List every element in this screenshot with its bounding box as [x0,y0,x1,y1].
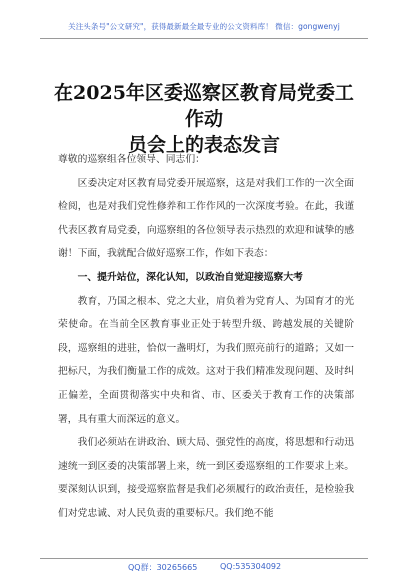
salutation: 尊敬的巡察组各位领导、同志们： [58,154,205,165]
footer-divider [40,558,368,559]
title-line-1: 在2025年区委巡察区教育局党委工作动 [54,82,354,130]
header-banner: 关注头条号"公文研究"，获得最新最全最专业的公文资料库！ 微信：gongwenyj [68,22,340,31]
footer-qq-group: QQ群：30265665 [128,563,198,572]
section-heading-1: 一、提升站位，深化认知，以政治自觉迎接巡察大考 [77,271,303,283]
paragraph-2: 教育，乃国之根本、党之大业，肩负着为党育人、为国育才的光荣使命。在当前全区教育事业正处于转型升级、跨越发展的关键阶段，巡察组的进驻，恰似一盏明灯，为我们照亮前行的道路；又如一把标尺，为我们衡量工作的成效。这对于我们精准发现问题、及时纠正偏差，全面贯彻落实中央和省、市、区委关于教育工作的决策部署，具有重大而深远的意义。 [58,295,354,425]
header-divider [40,38,368,39]
document-title [50,80,358,158]
title-line-2: 员会上的表态发言 [127,134,280,156]
footer-qq-contact: QQ:535304092 [220,562,282,571]
paragraph-3: 我们必须站在讲政治、顾大局、强党性的高度，将思想和行动迅速统一到区委的决策部署上来，统一到区委巡察组的工作要求上来。要深刻认识到，接受巡察监督是我们必须履行的政治责任，是检验我们对党忠诚、对人民负责的重要标尺。我们绝不能 [58,437,354,519]
paragraph-1: 区委决定对区教育局党委开展巡察，这是对我们工作的一次全面检阅，也是对我们党性修养和工作作风的一次深度考验。在此，我谨代表区教育局党委，向巡察组的各位领导表示热烈的欢迎和诚挚的感谢！下面，我就配合做好巡察工作，作如下表态： [58,177,354,260]
document-body [58,148,354,526]
